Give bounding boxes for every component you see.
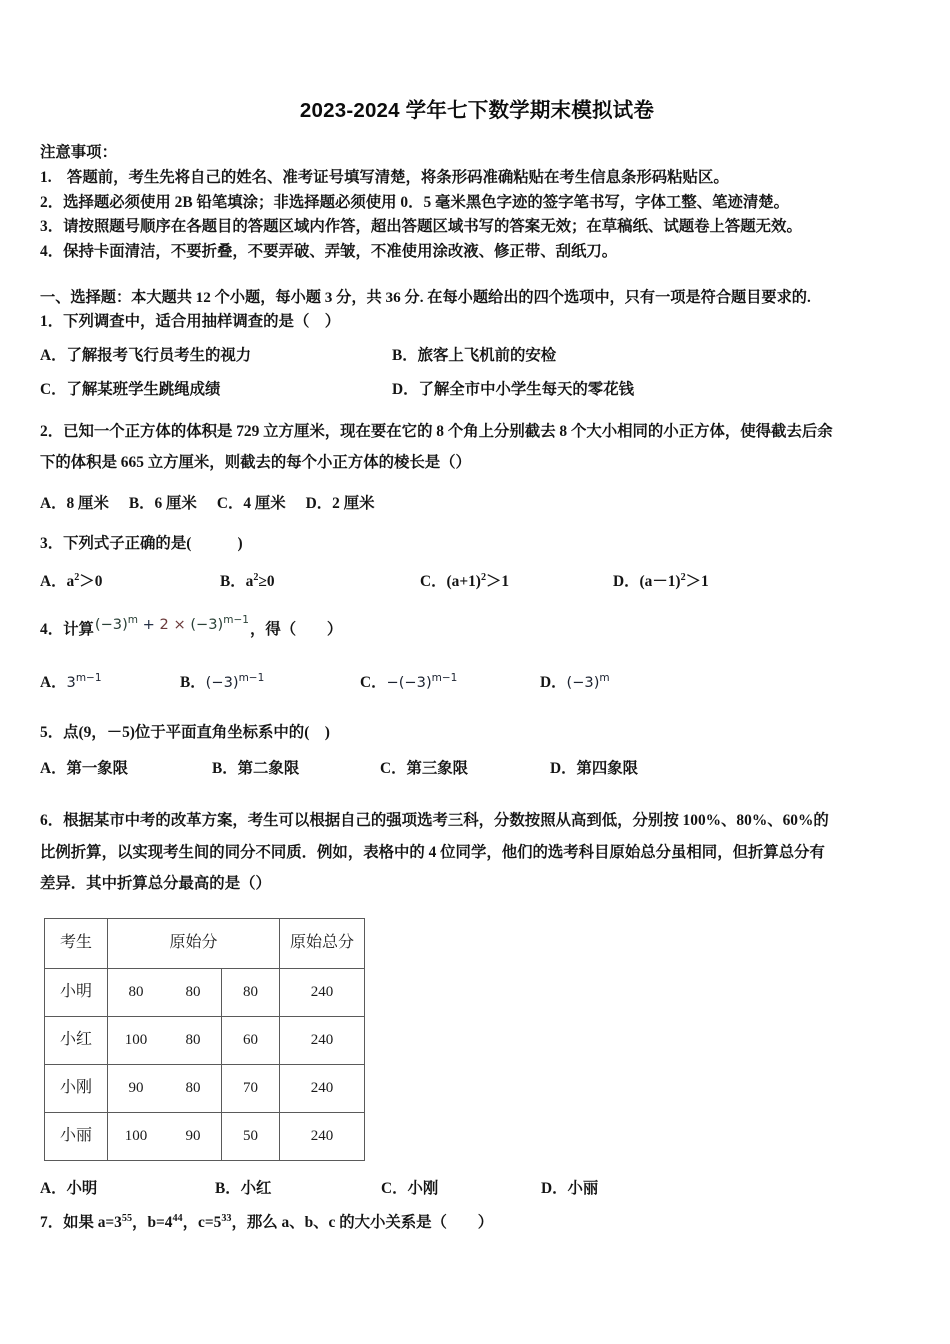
- question-6-options: [40, 1177, 914, 1201]
- header-raw-total: 原始总分: [280, 918, 365, 968]
- question-1-options-row-1: [40, 344, 914, 368]
- row-score-1: 90: [108, 1064, 165, 1112]
- notice-heading: 注意事项：: [40, 143, 117, 161]
- row-score-1: 100: [108, 1112, 165, 1160]
- opt-label: D．: [613, 572, 640, 590]
- question-5-stem: 5．点(9，－5)位于平面直角坐标系中的( ): [40, 724, 330, 742]
- row-score-2: 80: [165, 1064, 222, 1112]
- question-7: [40, 1211, 914, 1235]
- opt-relation: ＞1: [486, 572, 510, 590]
- notice-item-3: 3．请按照题号顺序在各题目的答题区域内作答，超出答题区域书写的答案无效；在草稿纸、试题卷上答题无效。: [40, 218, 802, 236]
- q7-exponent-c: 33: [221, 1212, 232, 1224]
- question-6-stem-line-2: 比例折算，以实现考生间的同分不同质．例如，表格中的 4 位同学，他们的选考科目原始总分虽相同，但折算总分有: [40, 843, 825, 861]
- question-3-stem: 3．下列式子正确的是( ): [40, 534, 243, 552]
- opt-label: A．: [40, 572, 67, 590]
- question-1-option-c[interactable]: C．了解某班学生跳绳成绩: [40, 380, 221, 398]
- header-candidate: 考生: [45, 918, 108, 968]
- question-5-options: [40, 757, 914, 781]
- notice-item-4: 4．保持卡面清洁，不要折叠，不要弄破、弄皱，不准使用涂改液、修正带、刮纸刀。: [40, 243, 618, 261]
- row-total: 240: [280, 1016, 365, 1064]
- question-3-option-c[interactable]: [420, 570, 613, 594]
- table-row: [45, 968, 365, 1016]
- question-6-option-b[interactable]: B．小红: [215, 1179, 272, 1197]
- q7-exponent-a: 55: [121, 1212, 133, 1224]
- question-4-stem: [40, 613, 914, 642]
- row-name: 小红: [45, 1016, 108, 1064]
- question-2-option-d[interactable]: D．2 厘米: [305, 494, 375, 512]
- question-2-options: [40, 492, 914, 516]
- row-score-3: 60: [222, 1016, 280, 1064]
- page-title: 2023-2024 学年七下数学期末模拟试卷: [299, 99, 655, 122]
- notice-block: [40, 141, 914, 266]
- question-1-option-b[interactable]: B．旅客上飞机前的安检: [392, 347, 557, 365]
- row-score-3: 80: [222, 968, 280, 1016]
- question-4-option-b[interactable]: [180, 671, 360, 695]
- opt-expression: $-(-3)^{m-1}$: [386, 672, 458, 692]
- question-5-option-d[interactable]: D．第四象限: [550, 760, 639, 778]
- question-2-option-a[interactable]: A．8 厘米: [40, 494, 109, 512]
- question-4-stem-prefix: 4．计算: [40, 620, 94, 638]
- question-3-option-a[interactable]: [40, 570, 220, 594]
- row-name: 小刚: [45, 1064, 108, 1112]
- question-4-expression: $(-3)^m + 2 \times (-3)^{m-1}$: [94, 613, 249, 633]
- question-6-option-d[interactable]: D．小丽: [541, 1179, 599, 1197]
- opt-expression: $(-3)^{m-1}$: [205, 672, 265, 692]
- opt-exponent: 2: [480, 571, 487, 583]
- row-total: 240: [280, 968, 365, 1016]
- question-3: [40, 532, 914, 594]
- question-1-option-d[interactable]: D．了解全市中小学生每天的零花钱: [392, 380, 634, 398]
- table-row: [45, 1112, 365, 1160]
- question-5: [40, 721, 914, 781]
- opt-label: C．: [360, 674, 387, 692]
- opt-relation: ＞0: [79, 572, 103, 590]
- question-1-stem: 1．下列调查中，适合用抽样调查的是（ ）: [40, 313, 341, 331]
- opt-base: (a－1): [639, 572, 681, 590]
- question-4-option-a[interactable]: [40, 671, 180, 695]
- q7-exponent-b: 44: [172, 1212, 183, 1224]
- opt-label: B．: [220, 572, 246, 590]
- question-2-stem-line-2: 下的体积是 665 立方厘米，则截去的每个小正方体的棱长是（）: [40, 454, 471, 472]
- row-total: 240: [280, 1064, 365, 1112]
- opt-base: a: [245, 572, 254, 590]
- question-4-stem-suffix: ，得（ ）: [249, 620, 343, 638]
- question-7-stem: [40, 1211, 914, 1235]
- question-3-option-d[interactable]: [613, 570, 709, 594]
- question-1-option-a[interactable]: A．了解报考飞行员考生的视力: [40, 347, 252, 365]
- question-6-option-a[interactable]: A．小明: [40, 1179, 98, 1197]
- question-4: [40, 613, 914, 696]
- opt-label: B．: [180, 674, 206, 692]
- row-score-2: 80: [165, 968, 222, 1016]
- table-header-row: [45, 918, 365, 968]
- opt-label: D．: [540, 674, 567, 692]
- question-5-option-c[interactable]: C．第三象限: [380, 760, 469, 778]
- opt-label: A．: [40, 674, 67, 692]
- opt-label: C．: [420, 572, 447, 590]
- question-2-stem-line-1: 2．已知一个正方体的体积是 729 立方厘米，现在要在它的 8 个角上分别截去 8 个大小相同的小正方体，使得截去后余: [40, 422, 833, 440]
- opt-relation: ＞1: [685, 572, 709, 590]
- q7-mid-1: ，b=4: [132, 1213, 173, 1231]
- score-table-wrapper: [44, 918, 914, 1161]
- question-3-options: [40, 570, 914, 594]
- row-name: 小丽: [45, 1112, 108, 1160]
- q7-mid-2: ，c=5: [182, 1213, 222, 1231]
- row-total: 240: [280, 1112, 365, 1160]
- question-4-option-d[interactable]: [540, 671, 610, 695]
- question-1-options-row-2: [40, 378, 914, 402]
- section-heading-choice: 一、选择题：本大题共 12 个小题，每小题 3 分，共 36 分. 在每小题给出的四个选项中，只有一项是符合题目要求的.: [40, 289, 811, 307]
- row-score-3: 50: [222, 1112, 280, 1160]
- question-2-option-c[interactable]: C．4 厘米: [216, 494, 286, 512]
- row-score-2: 90: [165, 1112, 222, 1160]
- row-score-1: 100: [108, 1016, 165, 1064]
- question-4-option-c[interactable]: [360, 671, 540, 695]
- row-score-2: 80: [165, 1016, 222, 1064]
- q7-prefix: 7．如果 a=3: [40, 1213, 122, 1231]
- notice-item-1: 1. 答题前，考生先将自己的姓名、准考证号填写清楚，将条形码准确粘贴在考生信息条形码粘贴区。: [40, 168, 729, 186]
- question-2-option-b[interactable]: B．6 厘米: [128, 494, 197, 512]
- opt-base: a: [66, 572, 75, 590]
- question-3-option-b[interactable]: [220, 570, 420, 594]
- question-5-option-b[interactable]: B．第二象限: [212, 760, 300, 778]
- row-name: 小明: [45, 968, 108, 1016]
- table-row: [45, 1064, 365, 1112]
- question-6: [40, 805, 914, 1201]
- opt-exponent: 2: [74, 571, 80, 583]
- score-table: [44, 918, 365, 1161]
- question-6-option-c[interactable]: C．小刚: [381, 1179, 439, 1197]
- opt-relation: ≥0: [258, 572, 275, 590]
- header-raw-scores: 原始分: [108, 918, 280, 968]
- q7-suffix: ，那么 a、b、c 的大小关系是（ ）: [231, 1213, 494, 1231]
- notice-item-2: 2．选择题必须使用 2B 铅笔填涂；非选择题必须使用 0．5 毫米黑色字迹的签字笔书写，字体工整、笔迹清楚。: [40, 193, 790, 211]
- opt-base: (a+1): [446, 572, 481, 590]
- row-score-3: 70: [222, 1064, 280, 1112]
- question-1: [40, 310, 914, 402]
- opt-exponent: 2: [253, 571, 259, 583]
- question-2: [40, 416, 914, 516]
- question-6-stem-line-1: 6．根据某市中考的改革方案，考生可以根据自己的强项选考三科，分数按照从高到低，分别按 100%、80%、60%的: [40, 812, 829, 830]
- question-5-option-a[interactable]: A．第一象限: [40, 760, 129, 778]
- opt-expression: $3^{m-1}$: [66, 672, 102, 692]
- opt-expression: $(-3)^m$: [566, 672, 610, 692]
- row-score-1: 80: [108, 968, 165, 1016]
- question-4-options: [40, 671, 914, 695]
- question-6-stem-line-3: 差异．其中折算总分最高的是（）: [40, 875, 271, 893]
- opt-exponent: 2: [680, 571, 686, 583]
- table-row: [45, 1016, 365, 1064]
